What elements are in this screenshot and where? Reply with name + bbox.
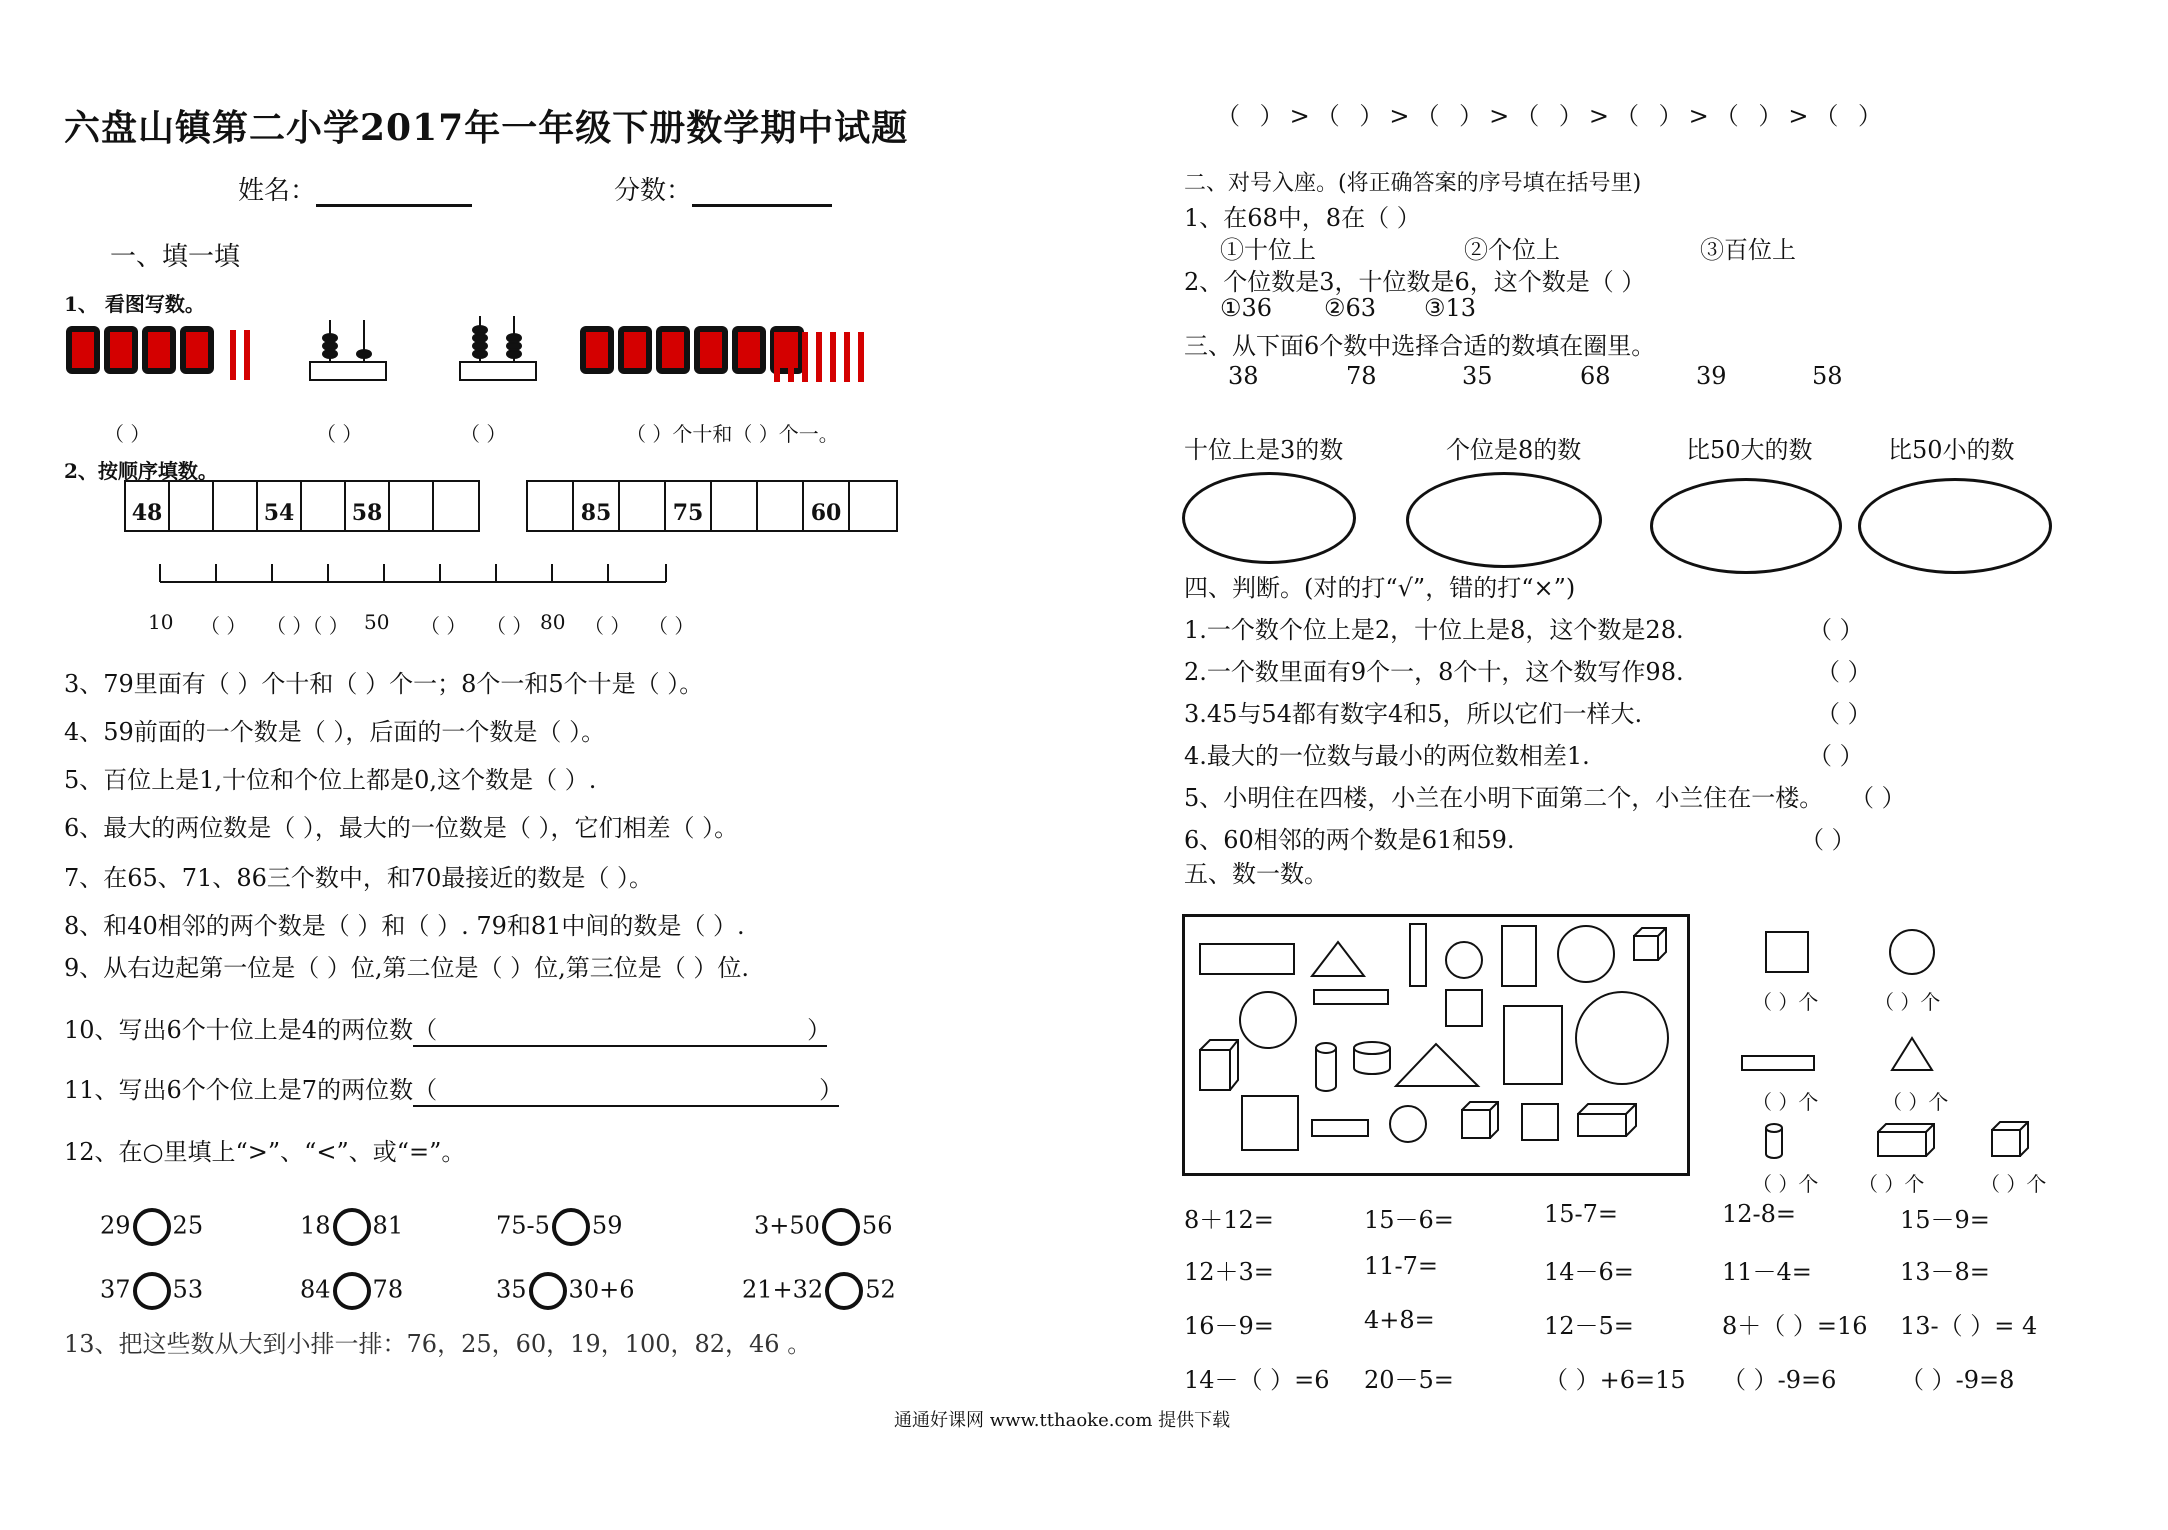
question-10 [64, 1010, 832, 1047]
cube-shape [1462, 1102, 1498, 1138]
calc-item[interactable]: 12－5= [1544, 1312, 1634, 1340]
cuboid-shape [1878, 1124, 1934, 1156]
compare-circle[interactable] [822, 1208, 860, 1246]
calc-item[interactable]: 11-7= [1364, 1252, 1439, 1280]
calc-item[interactable]: 11－4= [1722, 1258, 1812, 1286]
seq-cell[interactable] [758, 482, 804, 530]
question-4: 4、59前面的一个数是（ ），后面的一个数是（ ）。 [64, 718, 606, 746]
calc-item[interactable]: 14－6= [1544, 1258, 1634, 1286]
score-field [614, 170, 832, 207]
question-5: 5、百位上是1,十位和个位上都是0,这个数是（ ）. [64, 766, 597, 794]
calc-item[interactable]: 13-（ ）= 4 [1900, 1312, 2038, 1340]
square-shape [1522, 1104, 1558, 1140]
question-6: 6、最大的两位数是（ ），最大的一位数是（ ），它们相差（ ）。 [64, 814, 739, 842]
calc-item[interactable]: （ ）-9=8 [1900, 1366, 2015, 1394]
score-label: 分数： [614, 176, 693, 206]
compare-item: 75-5 59 [496, 1208, 622, 1246]
close-paren: ） [807, 1016, 832, 1044]
square-shape [1446, 990, 1482, 1026]
count-blank[interactable]: （ ）个 [1752, 990, 1819, 1014]
compare-item: 21+32 52 [742, 1272, 896, 1310]
sticks-icon [770, 330, 880, 384]
ruler-blank[interactable]: （ ） [486, 614, 533, 638]
square-shape [1766, 932, 1808, 972]
judge-blank[interactable]: （ ） [1808, 742, 1864, 770]
q1-blank-1[interactable]: （ ） [104, 422, 151, 446]
seq-cell[interactable]: 54 [258, 482, 302, 530]
open-paren: （ [413, 1076, 438, 1104]
answer-ellipse[interactable] [1650, 478, 1842, 574]
count-blank[interactable]: （ ）个 [1752, 1090, 1819, 1114]
compare-circle[interactable] [333, 1208, 371, 1246]
seq-cell[interactable] [712, 482, 758, 530]
count-blank[interactable]: （ ）个 [1858, 1172, 1925, 1196]
judge-item: 1.一个数个位上是2，十位上是8，这个数是28. [1184, 616, 1684, 644]
calc-item[interactable]: 15-7= [1544, 1200, 1619, 1228]
rectangle-shape [1742, 1056, 1814, 1070]
answer-ellipse[interactable] [1406, 472, 1602, 568]
seq-cell[interactable]: 85 [574, 482, 620, 530]
seq-cell[interactable] [390, 482, 434, 530]
digit-counter-icon [66, 326, 214, 374]
cylinder-shape [1766, 1124, 1782, 1158]
circle-shape [1446, 942, 1482, 978]
page-title: 六盘山镇第二小学2017年一年级下册数学期中试题 [64, 107, 909, 149]
calc-item[interactable]: 15－9= [1900, 1206, 1990, 1234]
ordering-blanks[interactable]: （ ）>（ ）>（ ）>（ ）>（ ）>（ ）>（ ） [1216, 102, 1889, 130]
q1-blank-4[interactable]: （ ）个十和（ ）个一。 [626, 422, 839, 446]
compare-item: 84 78 [300, 1272, 403, 1310]
judge-item: 6、60相邻的两个数是61和59. [1184, 826, 1515, 854]
seq-cell[interactable]: 58 [346, 482, 390, 530]
judge-item: 4.最大的一位数与最小的两位数相差1. [1184, 742, 1590, 770]
ruler-blank[interactable]: （ ）（ ） [266, 614, 349, 638]
question-8: 8、和40相邻的两个数是（ ）和（ ）. 79和81中间的数是（ ）. [64, 912, 745, 940]
answer-ellipse[interactable] [1858, 478, 2052, 574]
calc-item[interactable]: 8＋（ ）=16 [1722, 1312, 1868, 1340]
cube-shape [1634, 928, 1666, 960]
compare-item: 29 25 [100, 1208, 203, 1246]
ruler-blank[interactable]: （ ） [420, 614, 467, 638]
calc-item[interactable]: 15－6= [1364, 1206, 1454, 1234]
shapes-collection [1182, 914, 1690, 1176]
name-label: 姓名： [238, 176, 317, 206]
s3-number: 35 [1462, 362, 1493, 390]
question-11-label: 11、写出6个个位上是7的两位数 [64, 1076, 414, 1104]
square-shape [1242, 1096, 1298, 1150]
seq-cell[interactable]: 48 [126, 482, 170, 530]
ruler-label: 10 [148, 610, 174, 634]
s3-number: 38 [1228, 362, 1259, 390]
compare-circle[interactable] [133, 1272, 171, 1310]
count-legend-shapes [1730, 920, 2060, 1170]
s3-number: 68 [1580, 362, 1611, 390]
close-paren: ） [819, 1076, 844, 1104]
rectangle-shape [1410, 924, 1426, 986]
circle-shape [1240, 992, 1296, 1048]
triangle-shape [1892, 1038, 1932, 1070]
s2-q1-option-1[interactable]: ①十位上 [1220, 236, 1316, 264]
sequence-box-2 [526, 480, 898, 532]
compare-circle[interactable] [333, 1272, 371, 1310]
seq-cell[interactable] [620, 482, 666, 530]
calc-item[interactable]: （ ）-9=6 [1722, 1366, 1837, 1394]
cylinder-shape [1316, 1043, 1336, 1091]
calc-item[interactable]: 8＋12= [1184, 1206, 1274, 1234]
compare-item: 18 81 [300, 1208, 403, 1246]
s2-q1-option-3[interactable]: ③百位上 [1700, 236, 1796, 264]
circle-shape [1576, 992, 1668, 1084]
seq-cell[interactable] [850, 482, 896, 530]
open-paren: （ [413, 1016, 438, 1044]
circle-shape [1558, 926, 1614, 982]
compare-circle[interactable] [529, 1272, 567, 1310]
triangle-shape [1312, 942, 1364, 976]
seq-cell[interactable] [528, 482, 574, 530]
s3-label: 比50大的数 [1686, 436, 1813, 464]
rectangle-shape [1312, 1120, 1368, 1136]
sequence-box-1 [124, 480, 480, 532]
count-blank[interactable]: （ ）个 [1752, 1172, 1819, 1196]
answer-ellipse[interactable] [1182, 472, 1356, 564]
ruler-blank[interactable]: （ ） [584, 614, 631, 638]
judge-item: 2.一个数里面有9个一，8个十，这个数写作98. [1184, 658, 1684, 686]
ruler-blank[interactable]: （ ） [200, 614, 247, 638]
count-blank[interactable]: （ ）个 [1874, 990, 1941, 1014]
cylinder-shape [1354, 1042, 1390, 1074]
judge-blank[interactable]: （ ） [1850, 784, 1906, 812]
count-blank[interactable]: （ ）个 [1980, 1172, 2047, 1196]
section1-heading: 一、填一填 [110, 242, 241, 272]
section4-heading: 四、判断。(对的打“√”，错的打“×”) [1184, 574, 1576, 602]
judge-blank[interactable]: （ ） [1800, 826, 1856, 854]
footer-credit: 通通好课网 www.tthaoke.com 提供下载 [894, 1410, 1231, 1431]
compare-circle[interactable] [133, 1208, 171, 1246]
question-7: 7、在65、71、86三个数中，和70最接近的数是（ ）。 [64, 864, 654, 892]
s3-number: 78 [1346, 362, 1377, 390]
compare-item: 3+50 56 [754, 1208, 892, 1246]
abacus-icon [460, 316, 536, 380]
calc-item[interactable]: 16－9= [1184, 1312, 1274, 1340]
compare-circle[interactable] [552, 1208, 590, 1246]
name-blank[interactable] [316, 204, 472, 207]
s2-question-2: 2、个位数是3，十位数是6，这个数是（ ） [1184, 268, 1646, 296]
section2-heading: 二、对号入座。(将正确答案的序号填在括号里) [1184, 171, 1642, 196]
q2-label: 2、按顺序填数。 [64, 459, 218, 483]
question-9: 9、从右边起第一位是（ ）位,第二位是（ ）位,第三位是（ ）位. [64, 954, 750, 982]
ruler-blank[interactable]: （ ） [648, 614, 695, 638]
s2-q2-option-1[interactable]: ①36 [1220, 294, 1273, 322]
compare-item: 35 30+6 [496, 1272, 634, 1310]
compare-circle[interactable] [825, 1272, 863, 1310]
s3-label: 十位上是3的数 [1184, 436, 1344, 464]
judge-blank[interactable]: （ ） [1816, 700, 1872, 728]
calc-item[interactable]: （ ）+6=15 [1544, 1366, 1686, 1394]
rectangle-shape [1200, 944, 1294, 974]
question-12: 12、在○里填上“>”、“<”、或“=”。 [64, 1138, 466, 1166]
seq-cell[interactable] [214, 482, 258, 530]
seq-cell[interactable] [170, 482, 214, 530]
s3-number: 39 [1696, 362, 1727, 390]
section3-heading: 三、从下面6个数中选择合适的数填在圈里。 [1184, 332, 1656, 360]
triangle-shape [1396, 1044, 1478, 1086]
name-field [238, 170, 472, 207]
question-11-answer[interactable] [413, 1070, 844, 1107]
cuboid-shape [1578, 1104, 1636, 1136]
s2-question-1: 1、在68中，8在（ ） [1184, 204, 1421, 232]
q1-label: 1、 看图写数。 [64, 292, 205, 316]
seq-cell[interactable] [302, 482, 346, 530]
calc-item[interactable]: 20－5= [1364, 1366, 1454, 1394]
calc-item[interactable]: 4+8= [1364, 1306, 1435, 1334]
section5-heading: 五、数一数。 [1184, 860, 1328, 888]
calc-item[interactable]: 12-8= [1722, 1200, 1797, 1228]
q1-blank-3[interactable]: （ ） [460, 422, 507, 446]
s3-label: 比50小的数 [1888, 436, 2015, 464]
abacus-icon [310, 320, 386, 380]
seq-cell[interactable] [434, 482, 478, 530]
compare-item: 37 53 [100, 1272, 203, 1310]
s3-label: 个位是8的数 [1446, 436, 1582, 464]
rectangle-shape [1504, 1006, 1562, 1084]
ruler-label: 50 [364, 610, 390, 634]
cube-shape [1992, 1122, 2028, 1156]
rectangle-shape [1502, 926, 1536, 986]
s2-q2-option-2[interactable]: ②63 [1324, 294, 1377, 322]
cube-shape [1200, 1040, 1238, 1090]
calc-item[interactable]: 14－（ ）=6 [1184, 1366, 1330, 1394]
ruler-label: 80 [540, 610, 566, 634]
score-blank[interactable] [692, 204, 832, 207]
seq-cell[interactable]: 75 [666, 482, 712, 530]
number-ruler [150, 560, 680, 590]
count-blank[interactable]: （ ）个 [1882, 1090, 1949, 1114]
s2-q1-option-2[interactable]: ②个位上 [1464, 236, 1560, 264]
s2-q2-option-3[interactable]: ③13 [1424, 294, 1477, 322]
question-10-label: 10、写出6个十位上是4的两位数 [64, 1016, 414, 1044]
calc-item[interactable]: 12＋3= [1184, 1258, 1274, 1286]
rectangle-shape [1314, 990, 1388, 1004]
circle-shape [1390, 1106, 1426, 1142]
s3-number: 58 [1812, 362, 1843, 390]
seq-cell[interactable]: 60 [804, 482, 850, 530]
question-11 [64, 1070, 844, 1107]
question-10-answer[interactable] [413, 1010, 832, 1047]
judge-blank[interactable]: （ ） [1816, 658, 1872, 686]
judge-item: 5、小明住在四楼，小兰在小明下面第二个，小兰住在一楼。 [1184, 784, 1824, 812]
sticks-icon [230, 330, 250, 380]
judge-blank[interactable]: （ ） [1808, 616, 1864, 644]
calc-item[interactable]: 13－8= [1900, 1258, 1990, 1286]
question-3: 3、79里面有（ ）个十和（ ）个一；8个一和5个十是（ ）。 [64, 670, 704, 698]
q1-blank-2[interactable]: （ ） [316, 422, 363, 446]
circle-shape [1890, 930, 1934, 974]
judge-item: 3.45与54都有数字4和5，所以它们一样大. [1184, 700, 1643, 728]
question-13: 13、把这些数从大到小排一排：76，25，60，19，100，82，46 。 [64, 1330, 812, 1358]
